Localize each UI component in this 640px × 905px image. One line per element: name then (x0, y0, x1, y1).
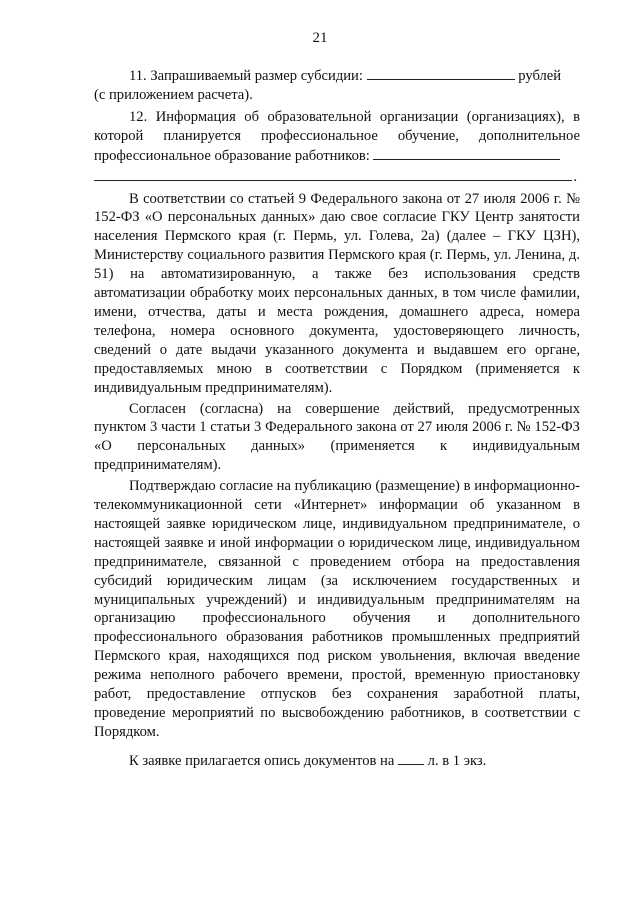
fill-in-line (94, 180, 572, 181)
item-12 (94, 108, 580, 166)
subsidy-amount-field[interactable] (367, 66, 515, 80)
item-12-end: . (573, 168, 577, 185)
page-number: 21 (312, 30, 328, 46)
education-organization-field[interactable] (373, 146, 560, 160)
education-organization-field-continued[interactable] (94, 168, 580, 188)
item-12-text: 12. Информация об образовательной организации (организациях), в которой планируется профессиональное обучение, дополнительное профессиональное образование работников: (94, 108, 580, 164)
item-11-text: 11. Запрашиваемый размер субсидии: (129, 68, 363, 84)
paragraph-consent-actions: Согласен (согласна) на совершение действий, предусмотренных пунктом 3 части 1 статьи 3 Федерального закона от 27 июля 2006 г. № 152-ФЗ «О персональных данных» (применяется к индивидуальным предпринимателям). (94, 400, 580, 474)
item-11 (94, 66, 580, 86)
item-11-note: (с приложением расчета). (94, 86, 253, 103)
paragraph-consent-personal-data: В соответствии со статьей 9 Федерального закона от 27 июля 2006 г. № 152-ФЗ «О персональных данных» даю свое согласие ГКУ Центр занятости населения Пермского края (г. Пермь, ул. Голева, 2а) (далее – ГКУ ЦЗН), Министерству социального развития Пермского края (г. Пермь, ул. Ленина, д. 51) на автоматизированную, а также без использования средств автоматизации обработку моих персональных данных, в том числе фамилии, имени, отчества, даты и места рождения, домашнего адреса, номера телефона, номера основного документа, удостоверяющего личность, сведений о дате выдачи указанного документа и выдавшем его органе, предоставляемых мною в соответствии с Порядком (применяется к индивидуальным предпринимателям). (94, 190, 580, 396)
paragraph-consent-publication: Подтверждаю согласие на публикацию (размещение) в информационно-телекоммуникационной сети «Интернет» информации об указанном в настоящей заявке юридическом лице, индивидуальном предпринимателе, о настоящей заявке и иной информации о юридическом лице, индивидуальном предпринимателе, связанной с проведением отбора на предоставления субсидий юридическим лицам (за исключением государственных и муниципальных учреждений) и индивидуальным предпринимателям на организацию профессионального обучения и дополнительного профессионального образования работников промышленных предприятий Пермского края, находящихся под риском увольнения, включая введение режима неполного рабочего времени, простой, временную приостановку работ, предоставление отпусков без сохранения заработной платы, проведение мероприятий по высвобождению работников, в соответствии с Порядком. (94, 478, 580, 740)
item-11-unit: рублей (518, 68, 562, 84)
document-body (94, 66, 580, 771)
attachment-before: К заявке прилагается опись документов на (129, 752, 395, 769)
attachment-pages-field[interactable] (398, 751, 424, 765)
attachment-line (94, 751, 580, 771)
attachment-after: л. в 1 экз. (427, 752, 487, 769)
